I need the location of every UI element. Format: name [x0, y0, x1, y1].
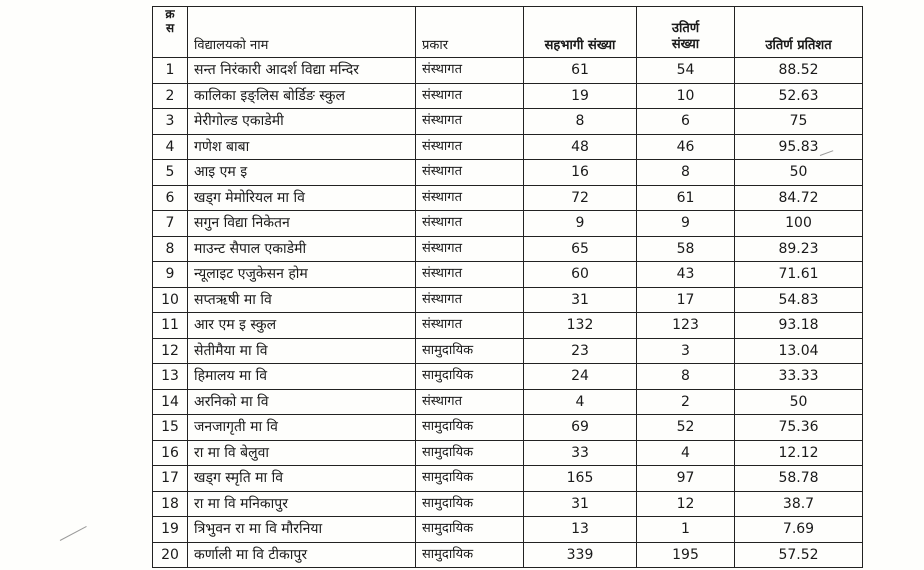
table-row [153, 440, 863, 466]
school-name-cell: खड्ग मेमोरियल मा वि [188, 185, 416, 211]
school-type-cell: संस्थागत [416, 389, 524, 415]
pass-percent-cell: 100 [735, 211, 863, 237]
pass-percent-cell: 50 [735, 160, 863, 186]
school-type-cell: संस्थागत [416, 313, 524, 339]
serial-number-cell: 19 [153, 517, 188, 543]
passed-count-cell: 43 [637, 262, 735, 288]
passed-count-cell: 46 [637, 134, 735, 160]
table-row [153, 134, 863, 160]
school-name-cell: कर्णाली मा वि टीकापुर [188, 542, 416, 568]
school-type-cell: सामुदायिक [416, 542, 524, 568]
header-serial-line1: क्र [165, 7, 175, 21]
table-header [153, 7, 863, 58]
school-name-cell: खड्ग स्मृति मा वि [188, 466, 416, 492]
pass-percent-cell: 88.52 [735, 58, 863, 84]
participants-cell: 8 [524, 109, 637, 135]
participants-cell: 31 [524, 491, 637, 517]
table-row [153, 517, 863, 543]
participants-cell: 31 [524, 287, 637, 313]
serial-number-cell: 13 [153, 364, 188, 390]
header-school-name: विद्यालयको नाम [188, 7, 416, 58]
serial-number-cell: 16 [153, 440, 188, 466]
pass-percent-cell: 93.18 [735, 313, 863, 339]
school-name-cell: अरनिको मा वि [188, 389, 416, 415]
school-name-cell: आर एम इ स्कुल [188, 313, 416, 339]
passed-count-cell: 52 [637, 415, 735, 441]
participants-cell: 69 [524, 415, 637, 441]
pass-percent-cell: 7.69 [735, 517, 863, 543]
passed-count-cell: 123 [637, 313, 735, 339]
passed-count-cell: 12 [637, 491, 735, 517]
serial-number-cell: 10 [153, 287, 188, 313]
pass-percent-cell: 95.83 [735, 134, 863, 160]
table-row [153, 491, 863, 517]
header-serial-number [153, 7, 188, 58]
table-row [153, 58, 863, 84]
pass-percent-cell: 50 [735, 389, 863, 415]
pass-percent-cell: 89.23 [735, 236, 863, 262]
participants-cell: 4 [524, 389, 637, 415]
table-row [153, 211, 863, 237]
school-type-cell: सामुदायिक [416, 338, 524, 364]
table-row [153, 389, 863, 415]
participants-cell: 33 [524, 440, 637, 466]
passed-count-cell: 8 [637, 160, 735, 186]
pass-percent-cell: 75 [735, 109, 863, 135]
pass-percent-cell: 54.83 [735, 287, 863, 313]
school-results-table [152, 6, 863, 568]
school-name-cell: आइ एम इ [188, 160, 416, 186]
header-passed-line2: संख्या [671, 37, 700, 52]
pass-percent-cell: 12.12 [735, 440, 863, 466]
serial-number-cell: 7 [153, 211, 188, 237]
participants-cell: 61 [524, 58, 637, 84]
passed-count-cell: 1 [637, 517, 735, 543]
serial-number-cell: 8 [153, 236, 188, 262]
table-row [153, 236, 863, 262]
table-row [153, 185, 863, 211]
participants-cell: 19 [524, 83, 637, 109]
school-name-cell: रा मा वि बेलुवा [188, 440, 416, 466]
header-passed-line1: उतिर्ण [671, 21, 700, 36]
pass-percent-cell: 57.52 [735, 542, 863, 568]
school-type-cell: संस्थागत [416, 262, 524, 288]
pass-percent-cell: 38.7 [735, 491, 863, 517]
serial-number-cell: 17 [153, 466, 188, 492]
passed-count-cell: 58 [637, 236, 735, 262]
school-type-cell: संस्थागत [416, 134, 524, 160]
school-type-cell: संस्थागत [416, 185, 524, 211]
table-row [153, 542, 863, 568]
table-row [153, 415, 863, 441]
school-name-cell: गणेश बाबा [188, 134, 416, 160]
participants-cell: 13 [524, 517, 637, 543]
scan-mark [60, 526, 87, 541]
pass-percent-cell: 84.72 [735, 185, 863, 211]
school-type-cell: संस्थागत [416, 109, 524, 135]
school-type-cell: संस्थागत [416, 83, 524, 109]
passed-count-cell: 6 [637, 109, 735, 135]
participants-cell: 339 [524, 542, 637, 568]
passed-count-cell: 97 [637, 466, 735, 492]
school-name-cell: न्यूलाइट एजुकेसन होम [188, 262, 416, 288]
header-participants: सहभागी संख्या [524, 7, 637, 58]
passed-count-cell: 3 [637, 338, 735, 364]
school-name-cell: त्रिभुवन रा मा वि मौरनिया [188, 517, 416, 543]
school-type-cell: सामुदायिक [416, 517, 524, 543]
school-name-cell: कालिका इङ्लिस बोर्डिङ स्कुल [188, 83, 416, 109]
participants-cell: 72 [524, 185, 637, 211]
serial-number-cell: 12 [153, 338, 188, 364]
school-name-cell: सप्तऋषी मा वि [188, 287, 416, 313]
table-row [153, 338, 863, 364]
passed-count-cell: 54 [637, 58, 735, 84]
participants-cell: 24 [524, 364, 637, 390]
table-body [153, 58, 863, 568]
pass-percent-cell: 52.63 [735, 83, 863, 109]
school-type-cell: संस्थागत [416, 236, 524, 262]
school-name-cell: रा मा वि मनिकापुर [188, 491, 416, 517]
participants-cell: 65 [524, 236, 637, 262]
serial-number-cell: 15 [153, 415, 188, 441]
school-type-cell: सामुदायिक [416, 466, 524, 492]
school-type-cell: संस्थागत [416, 58, 524, 84]
passed-count-cell: 4 [637, 440, 735, 466]
table-row [153, 83, 863, 109]
serial-number-cell: 4 [153, 134, 188, 160]
school-type-cell: सामुदायिक [416, 491, 524, 517]
school-name-cell: हिमालय मा वि [188, 364, 416, 390]
serial-number-cell: 20 [153, 542, 188, 568]
school-name-cell: सेतीमैया मा वि [188, 338, 416, 364]
passed-count-cell: 9 [637, 211, 735, 237]
school-type-cell: सामुदायिक [416, 415, 524, 441]
participants-cell: 23 [524, 338, 637, 364]
passed-count-cell: 2 [637, 389, 735, 415]
passed-count-cell: 8 [637, 364, 735, 390]
table-row [153, 109, 863, 135]
table-row [153, 364, 863, 390]
school-type-cell: संस्थागत [416, 211, 524, 237]
pass-percent-cell: 33.33 [735, 364, 863, 390]
serial-number-cell: 6 [153, 185, 188, 211]
pass-percent-cell: 71.61 [735, 262, 863, 288]
school-name-cell: सगुन विद्या निकेतन [188, 211, 416, 237]
participants-cell: 16 [524, 160, 637, 186]
school-type-cell: संस्थागत [416, 287, 524, 313]
table-header-row [153, 7, 863, 58]
passed-count-cell: 195 [637, 542, 735, 568]
participants-cell: 132 [524, 313, 637, 339]
table-row [153, 160, 863, 186]
table-row [153, 313, 863, 339]
header-serial-line2: स [165, 21, 175, 35]
serial-number-cell: 18 [153, 491, 188, 517]
pass-percent-cell: 75.36 [735, 415, 863, 441]
passed-count-cell: 61 [637, 185, 735, 211]
serial-number-cell: 14 [153, 389, 188, 415]
serial-number-cell: 1 [153, 58, 188, 84]
header-passed-count [637, 7, 735, 58]
table-row [153, 262, 863, 288]
participants-cell: 48 [524, 134, 637, 160]
pass-percent-cell: 58.78 [735, 466, 863, 492]
passed-count-cell: 17 [637, 287, 735, 313]
serial-number-cell: 9 [153, 262, 188, 288]
participants-cell: 60 [524, 262, 637, 288]
serial-number-cell: 3 [153, 109, 188, 135]
pass-percent-cell: 13.04 [735, 338, 863, 364]
passed-count-cell: 10 [637, 83, 735, 109]
school-type-cell: सामुदायिक [416, 440, 524, 466]
table-row [153, 466, 863, 492]
school-name-cell: सन्त निरंकारी आदर्श विद्या मन्दिर [188, 58, 416, 84]
serial-number-cell: 2 [153, 83, 188, 109]
serial-number-cell: 11 [153, 313, 188, 339]
school-name-cell: माउन्ट सैपाल एकाडेमी [188, 236, 416, 262]
school-type-cell: संस्थागत [416, 160, 524, 186]
participants-cell: 9 [524, 211, 637, 237]
header-type: प्रकार [416, 7, 524, 58]
header-pass-percent: उतिर्ण प्रतिशत [735, 7, 863, 58]
serial-number-cell: 5 [153, 160, 188, 186]
school-name-cell: मेरीगोल्ड एकाडेमी [188, 109, 416, 135]
school-name-cell: जनजागृती मा वि [188, 415, 416, 441]
table-row [153, 287, 863, 313]
participants-cell: 165 [524, 466, 637, 492]
school-type-cell: सामुदायिक [416, 364, 524, 390]
